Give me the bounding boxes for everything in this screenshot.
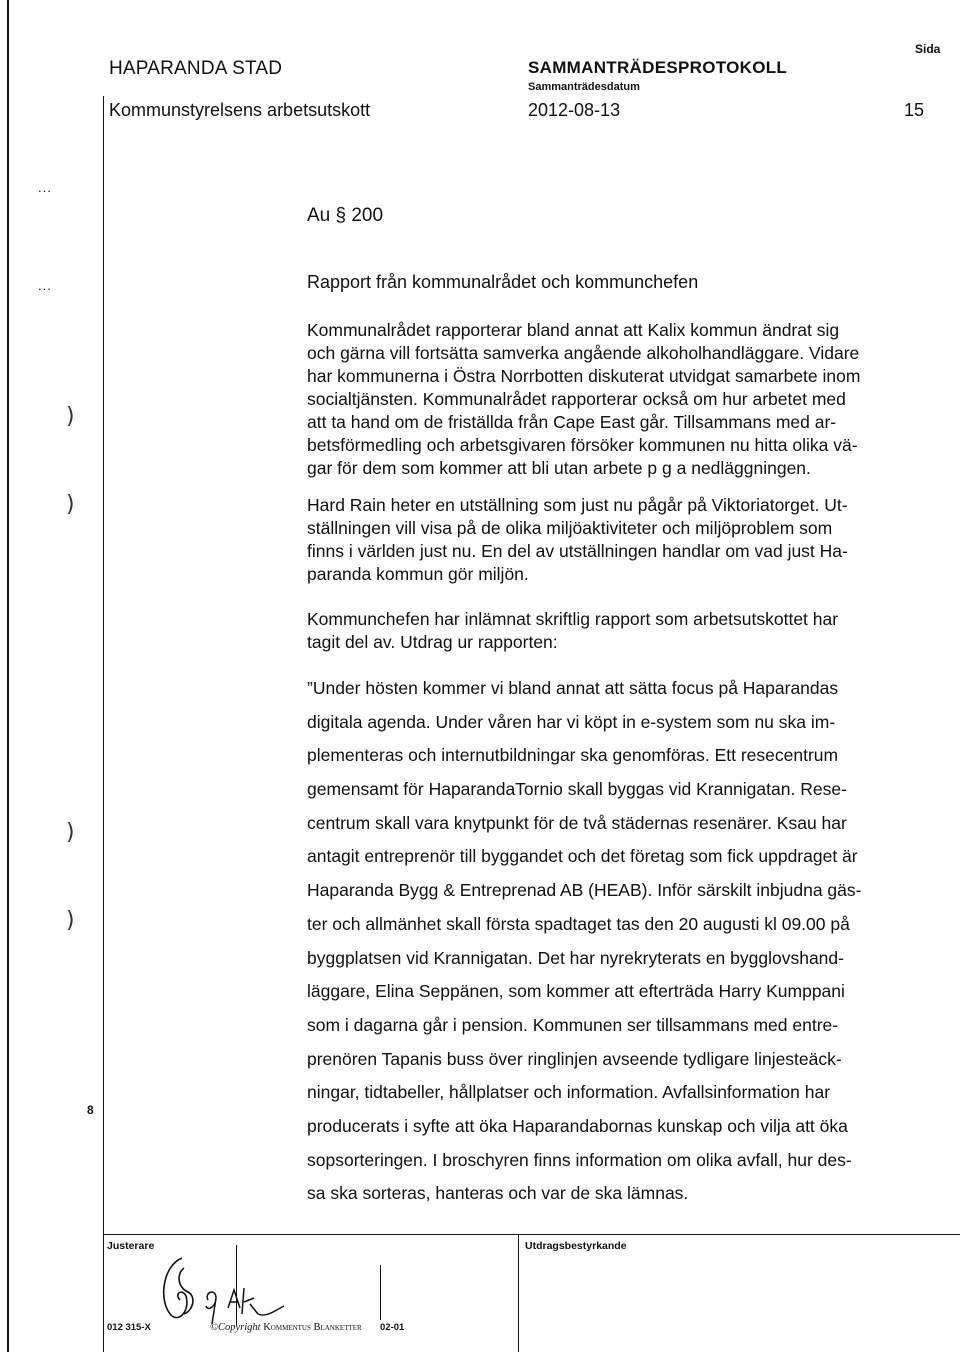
text-line: Hard Rain heter en utställning som just nu pågår på Viktoriatorget. Ut- bbox=[307, 495, 848, 515]
page-number: 15 bbox=[904, 100, 925, 120]
text-line: Kommunalrådet rapporterar bland annat att Kalix kommun ändrat sig bbox=[307, 320, 840, 340]
form-number: 02-01 bbox=[380, 1322, 405, 1333]
quote-line: ”Under hösten kommer vi bland annat att sätta focus på Haparandas bbox=[307, 678, 839, 698]
copyright-icon: © bbox=[210, 1322, 218, 1333]
quote-line: ningar, tidtabeller, hållplatser och information. Avfallsinformation har bbox=[307, 1082, 831, 1103]
margin-punch-mark: ) bbox=[66, 404, 75, 429]
header-vertical-line bbox=[103, 96, 104, 1352]
margin-punch-mark: ) bbox=[66, 908, 75, 933]
text-line: Kommunchefen har inlämnat skriftlig rapport som arbetsutskottet har bbox=[307, 609, 839, 629]
margin-number: 8 bbox=[87, 1103, 94, 1117]
text-line: ställningen vill visa på de olika miljöaktiviteter och miljöproblem som bbox=[307, 518, 833, 538]
publisher-name: Kommentus Blanketter bbox=[263, 1322, 362, 1333]
text-line: tagit del av. Utdrag ur rapporten: bbox=[307, 632, 558, 652]
section-heading: Rapport från kommunalrådet och kommunchefen bbox=[307, 272, 699, 292]
signature-initials bbox=[150, 1248, 290, 1330]
margin-punch-mark: ) bbox=[66, 492, 75, 517]
committee-name: Kommunstyrelsens arbetsutskott bbox=[109, 100, 371, 120]
quote-line: Haparanda Bygg & Entreprenad AB (HEAB). Inför särskilt inbjudna gäs- bbox=[307, 880, 862, 901]
quote-line: ter och allmänhet skall första spadtaget tas den 20 augusti kl 09.00 på bbox=[307, 913, 850, 934]
text-line: gar för dem som kommer att bli utan arbete p g a nedläggningen. bbox=[307, 458, 811, 478]
quote-line: gemensamt för HaparandaTornio skall byggas vid Krannigatan. Rese- bbox=[307, 779, 847, 800]
quote-line: som i dagarna går i pension. Kommunen ser tillsammans med entre- bbox=[307, 1014, 839, 1035]
footer-rule bbox=[103, 1234, 960, 1235]
copyright-notice bbox=[210, 1322, 362, 1333]
text-line: och gärna vill fortsätta samverka angående alkoholhandläggare. Vidare bbox=[307, 343, 860, 363]
section-number: Au § 200 bbox=[307, 205, 384, 226]
paragraph-3 bbox=[307, 608, 907, 654]
text-line: paranda kommun gör miljön. bbox=[307, 564, 529, 584]
margin-punch-mark: ) bbox=[66, 820, 75, 845]
quote-line: centrum skall vara knytpunkt för de två städernas resenärer. Ksau har bbox=[307, 812, 847, 833]
quote-line: sopsorteringen. I broschyren finns information om olika avfall, hur des- bbox=[307, 1149, 852, 1170]
margin-dots: ... bbox=[38, 180, 52, 195]
quote-line: plementeras och internutbildningar ska genomföras. Ett resecentrum bbox=[307, 745, 839, 766]
quote-line: antagit entreprenör till byggandet och det företag som fick uppdraget är bbox=[307, 846, 858, 867]
paragraph-2 bbox=[307, 494, 907, 586]
text-line: att ta hand om de friställda från Cape East går. Tillsammans med ar- bbox=[307, 412, 837, 432]
quote-line: läggare, Elina Seppänen, som kommer att efterträda Harry Kumppani bbox=[307, 981, 845, 1002]
text-line: har kommunerna i Östra Norrbotten diskuterat utvidgat samarbete inom bbox=[307, 366, 861, 386]
text-line: betsförmedling och arbetsgivaren försöker kommunen nu hitta olika vä- bbox=[307, 435, 858, 455]
page-label: Sida bbox=[915, 42, 941, 56]
copyright-text: Copyright bbox=[217, 1322, 261, 1333]
form-code: 012 315-X bbox=[107, 1322, 151, 1333]
quote-line: digitala agenda. Under våren har vi köpt in e-system som nu ska im- bbox=[307, 711, 836, 732]
report-quote bbox=[307, 672, 907, 1211]
meeting-date: 2012-08-13 bbox=[528, 100, 621, 120]
text-line: socialtjänsten. Kommunalrådet rapporterar också om hur arbetet med bbox=[307, 389, 846, 409]
quote-line: producerats i syfte att öka Haparandabornas kunskap och vilja att öka bbox=[307, 1115, 848, 1136]
quote-line: byggplatsen vid Krannigatan. Det har nyrekryterats en bygglovshand- bbox=[307, 947, 844, 968]
utdragsbestyrkande-label: Utdragsbestyrkande bbox=[525, 1240, 627, 1252]
organization-name: HAPARANDA STAD bbox=[109, 58, 283, 79]
footer-divider bbox=[518, 1234, 519, 1352]
signature-box-line-2 bbox=[380, 1265, 381, 1320]
date-label: Sammanträdesdatum bbox=[528, 81, 640, 93]
margin-dots: ... bbox=[38, 278, 52, 293]
document-title: SAMMANTRÄDESPROTOKOLL bbox=[528, 58, 788, 77]
left-border-line bbox=[7, 0, 9, 1352]
justerare-label: Justerare bbox=[107, 1240, 155, 1252]
paragraph-1 bbox=[307, 319, 907, 480]
text-line: finns i världen just nu. En del av utställningen handlar om vad just Ha- bbox=[307, 541, 848, 561]
quote-line: sa ska sorteras, hanteras och var de ska lämnas. bbox=[307, 1183, 689, 1204]
quote-line: prenören Tapanis buss över ringlinjen avseende tydligare linjesteäck- bbox=[307, 1048, 842, 1069]
